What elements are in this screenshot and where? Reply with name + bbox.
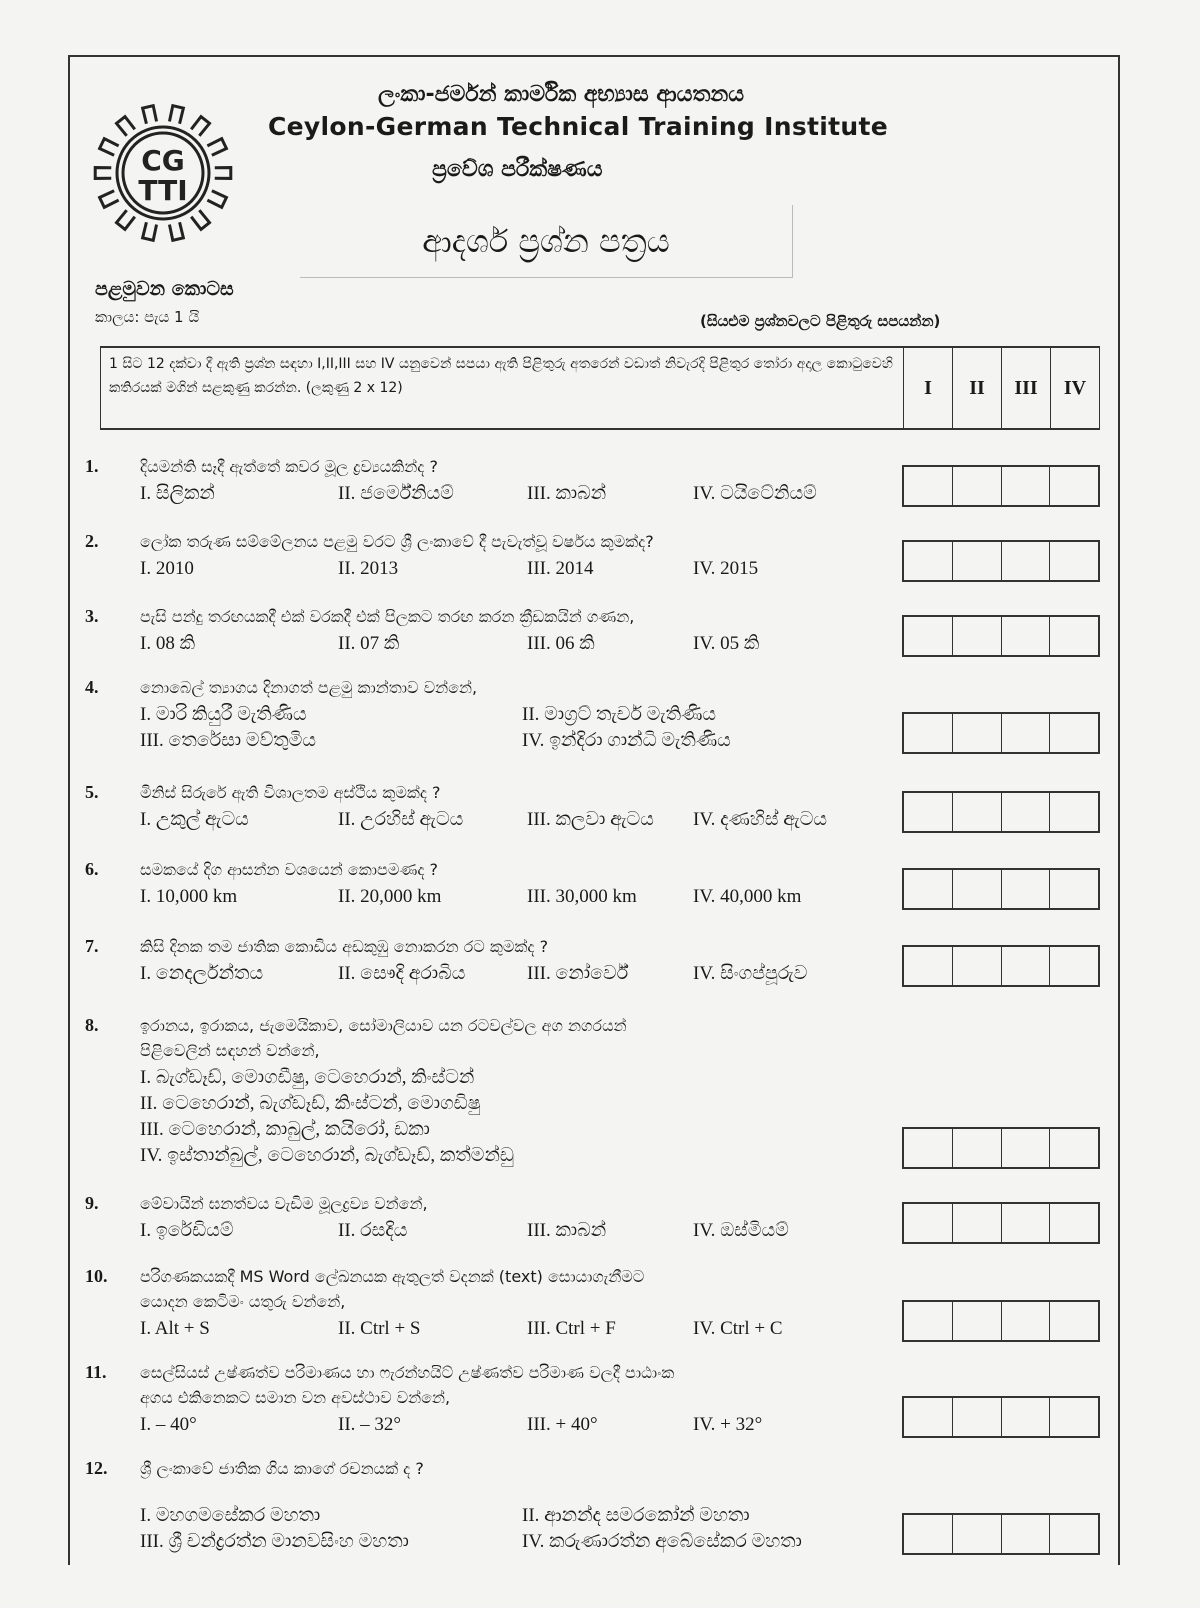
answer-option: II. ජර්මේනියම් bbox=[338, 483, 454, 504]
answer-option: II. 07 කි bbox=[338, 633, 400, 654]
answer-box-ii[interactable] bbox=[953, 1204, 1002, 1242]
answer-option: I. බැග්ඩෑඩ්, මොගඩීෂු, ටෙහෙරාන්, කිංස්ටන් bbox=[140, 1067, 475, 1088]
answer-options bbox=[140, 702, 885, 754]
answer-box-iii[interactable] bbox=[1002, 947, 1051, 985]
answer-option: II. Ctrl + S bbox=[338, 1318, 421, 1339]
column-header-iii: III bbox=[1001, 348, 1050, 428]
answer-option: II. ටෙහෙරාන්, බැග්ඩෑඩ්, කිංස්ටන්, මොගඩිෂු bbox=[140, 1093, 481, 1114]
answer-options bbox=[140, 1218, 885, 1244]
question-number: 12. bbox=[85, 1458, 108, 1478]
answer-option: IV. ටයිටේනියම් bbox=[693, 483, 817, 504]
answer-options bbox=[140, 1316, 885, 1342]
question-body bbox=[140, 1456, 885, 1555]
question-text: ශ්‍රී ලංකාවේ ජාතික ගිය කාගේ රචනයක් ද ? bbox=[140, 1459, 424, 1478]
answer-option: IV. Ctrl + C bbox=[693, 1318, 783, 1339]
question-item bbox=[85, 1013, 1098, 1169]
answer-boxes bbox=[902, 1513, 1100, 1555]
answer-boxes bbox=[902, 791, 1100, 833]
answer-boxes bbox=[902, 465, 1100, 507]
question-number: 3. bbox=[85, 606, 99, 626]
question-content bbox=[85, 1456, 885, 1555]
question-text: පරිගණකයකදී MS Word ලේඛනයක ඇතුලත් වදනක් (text) සොයාගැනීමට bbox=[140, 1267, 645, 1286]
question-content bbox=[85, 675, 885, 754]
cgtti-logo bbox=[88, 98, 238, 248]
answer-boxes bbox=[902, 712, 1100, 754]
answer-box-iii[interactable] bbox=[1002, 714, 1051, 752]
answer-box-iii[interactable] bbox=[1002, 870, 1051, 908]
answer-box-ii[interactable] bbox=[953, 1302, 1002, 1340]
answer-options bbox=[140, 481, 885, 507]
column-header-ii: II bbox=[952, 348, 1001, 428]
answer-option: IV. + 32° bbox=[693, 1414, 763, 1435]
answer-box-iv[interactable] bbox=[1050, 1398, 1098, 1436]
question-text: සෙල්සියස් උෂ්ණත්ව පරිමාණය හා ෆැරන්හයිට් උෂ්ණත්ව පරිමාණ වලදී පාඨාංක bbox=[140, 1363, 675, 1382]
question-item bbox=[85, 934, 1098, 987]
answer-box-i[interactable] bbox=[904, 1129, 953, 1167]
answer-box-ii[interactable] bbox=[953, 714, 1002, 752]
question-text: පැසි පන්දු තරඟයකදී එක් වරකදී එක් පිලකට තරඟ කරන ක්‍රීඩකයින් ගණන, bbox=[140, 607, 635, 626]
answer-option: III. නෝර්වේ bbox=[527, 963, 629, 984]
answer-options bbox=[140, 556, 885, 582]
question-text: මේවායින් ඝනත්වය වැඩිම මූලද්‍රව්‍ය වන්නේ, bbox=[140, 1194, 428, 1213]
answer-option: III. ටෙහෙරාන්, කාබුල්, කයිරෝ, ඩකා bbox=[140, 1119, 430, 1140]
answer-options bbox=[140, 807, 885, 833]
answer-option: IV. දණහිස් ඇටය bbox=[693, 809, 828, 830]
answer-option: II. 20,000 km bbox=[338, 886, 442, 907]
question-number: 4. bbox=[85, 677, 99, 697]
answer-option: I. Alt + S bbox=[140, 1318, 210, 1339]
answer-option: I. මහගමසේකර මහතා bbox=[140, 1505, 321, 1526]
question-body bbox=[140, 780, 885, 833]
answer-box-i[interactable] bbox=[904, 793, 953, 831]
answer-all-note: (සියළුම ප්‍රශ්නවලට පිළිතුරු සපයන්න) bbox=[700, 312, 941, 330]
question-item bbox=[85, 454, 1098, 507]
answer-boxes bbox=[902, 868, 1100, 910]
question-content bbox=[85, 1191, 885, 1244]
question-number: 6. bbox=[85, 859, 99, 879]
question-content bbox=[85, 934, 885, 987]
question-body bbox=[140, 529, 885, 582]
question-body bbox=[140, 857, 885, 910]
answer-box-i[interactable] bbox=[904, 1204, 953, 1242]
question-text: ලෝක තරුණ සම්මේලනය පළමු වරට ශ්‍රී ලංකාවේ දී පැවැත්වූ වර්ෂය කුමක්ද? bbox=[140, 532, 654, 551]
answer-box-i[interactable] bbox=[904, 542, 953, 580]
question-item bbox=[85, 1191, 1098, 1244]
answer-box-iv[interactable] bbox=[1050, 870, 1098, 908]
answer-box-ii[interactable] bbox=[953, 467, 1002, 505]
question-text: දියමන්ති සෑදී ඇත්තේ කවර මූල ද්‍රව්‍යයකින්ද ? bbox=[140, 457, 438, 476]
question-number: 11. bbox=[85, 1362, 107, 1382]
answer-option: III. කලවා ඇටය bbox=[527, 809, 654, 830]
question-number: 8. bbox=[85, 1015, 99, 1035]
answer-option: I. සිලිකන් bbox=[140, 483, 215, 504]
answer-box-iv[interactable] bbox=[1050, 617, 1098, 655]
answer-option: III. 30,000 km bbox=[527, 886, 637, 907]
answer-option: IV. සිංගප්පූරුව bbox=[693, 963, 808, 984]
question-number: 5. bbox=[85, 782, 99, 802]
answer-box-iv[interactable] bbox=[1050, 542, 1098, 580]
question-number: 2. bbox=[85, 531, 99, 551]
answer-option: III. Ctrl + F bbox=[527, 1318, 616, 1339]
question-content bbox=[85, 780, 885, 833]
question-body bbox=[140, 604, 885, 657]
answer-option: III. කාබන් bbox=[527, 1220, 607, 1241]
answer-box-iv[interactable] bbox=[1050, 1302, 1098, 1340]
question-list bbox=[85, 454, 1098, 1555]
answer-box-ii[interactable] bbox=[953, 1515, 1002, 1553]
time-allowed: කාලය: පැය 1 යි bbox=[95, 308, 200, 326]
answer-box-i[interactable] bbox=[904, 617, 953, 655]
question-item bbox=[85, 1360, 1098, 1438]
question-number: 9. bbox=[85, 1193, 99, 1213]
answer-box-i[interactable] bbox=[904, 870, 953, 908]
answer-options bbox=[140, 884, 885, 910]
answer-option: I. – 40° bbox=[140, 1414, 197, 1435]
answer-boxes bbox=[902, 615, 1100, 657]
answer-box-i[interactable] bbox=[904, 467, 953, 505]
answer-box-iii[interactable] bbox=[1002, 793, 1051, 831]
answer-option: III. 2014 bbox=[527, 558, 594, 579]
question-content bbox=[85, 1013, 885, 1169]
answer-boxes bbox=[902, 945, 1100, 987]
answer-boxes bbox=[902, 1300, 1100, 1342]
answer-box-ii[interactable] bbox=[953, 870, 1002, 908]
question-text: අගය එකිනෙකට සමාන වන අවස්ථාව වන්නේ, bbox=[140, 1388, 451, 1407]
page-border bbox=[68, 55, 1120, 1565]
answer-option: III. 06 කි bbox=[527, 633, 595, 654]
answer-box-iv[interactable] bbox=[1050, 1129, 1098, 1167]
answer-boxes bbox=[902, 1396, 1100, 1438]
question-body bbox=[140, 675, 885, 754]
question-body bbox=[140, 1013, 885, 1169]
answer-option: IV. ඉන්දිරා ගාන්ධි මැතිණිය bbox=[522, 730, 731, 751]
instructions-table bbox=[100, 346, 1100, 430]
answer-option: I. උකුල් ඇටය bbox=[140, 809, 249, 830]
answer-box-ii[interactable] bbox=[953, 617, 1002, 655]
question-item bbox=[85, 1264, 1098, 1342]
answer-option: II. රසදිය bbox=[338, 1220, 408, 1241]
question-content bbox=[85, 604, 885, 657]
question-content bbox=[85, 1264, 885, 1342]
answer-box-i[interactable] bbox=[904, 1398, 953, 1436]
answer-option: IV. 40,000 km bbox=[693, 886, 802, 907]
answer-box-iv[interactable] bbox=[1050, 714, 1098, 752]
answer-option: I. මාරි කියුරී මැතිණිය bbox=[140, 704, 307, 725]
answer-box-iii[interactable] bbox=[1002, 1398, 1051, 1436]
question-number: 10. bbox=[85, 1266, 108, 1286]
answer-option: III. + 40° bbox=[527, 1414, 598, 1435]
institute-name-sinhala: ලංකා-ජර්මන් කාර්මික අභ්‍යාස ආයතනය bbox=[378, 82, 745, 107]
exam-name: ප්‍රවේශ පරීක්ෂණය bbox=[432, 157, 603, 182]
question-body bbox=[140, 1191, 885, 1244]
answer-option: I. නෙදර්ලන්තය bbox=[140, 963, 264, 984]
answer-boxes bbox=[902, 540, 1100, 582]
answer-option: IV. 05 කි bbox=[693, 633, 760, 654]
answer-option: III. ශ්‍රී චන්ද්‍රරත්න මානවසිංහ මහතා bbox=[140, 1531, 409, 1552]
institute-name-english: Ceylon-German Technical Training Institute bbox=[268, 112, 888, 141]
answer-option: III. කාබන් bbox=[527, 483, 607, 504]
answer-option: II. සෞදි අරාබිය bbox=[338, 963, 466, 984]
answer-options bbox=[140, 1065, 885, 1169]
answer-option: IV. 2015 bbox=[693, 558, 759, 579]
svg-text:CG: CG bbox=[141, 144, 185, 177]
answer-box-iii[interactable] bbox=[1002, 467, 1051, 505]
answer-box-iv[interactable] bbox=[1050, 947, 1098, 985]
answer-option: II. ආනන්ද සමරකෝන් මහතා bbox=[522, 1505, 750, 1526]
answer-option: IV. ඉස්තාන්බුල්, ටෙහෙරාන්, බැග්ඩෑඩ්, කත්මන්ඩු bbox=[140, 1145, 514, 1166]
answer-option: IV. කරුණාරත්න අබේසේකර මහතා bbox=[522, 1531, 802, 1552]
answer-box-i[interactable] bbox=[904, 714, 953, 752]
answer-box-ii[interactable] bbox=[953, 1398, 1002, 1436]
answer-box-iii[interactable] bbox=[1002, 1204, 1051, 1242]
answer-box-iii[interactable] bbox=[1002, 617, 1051, 655]
question-text: සමකයේ දිග ආසන්න වශයෙන් කොපමණද ? bbox=[140, 860, 439, 879]
answer-box-ii[interactable] bbox=[953, 1129, 1002, 1167]
question-text: ඉරානය, ඉරාකය, ජැමෙයිකාව, සෝමාලියාව යන රටවල්වල අග නගරයන් bbox=[140, 1016, 627, 1035]
answer-option: II. මාග්‍රට් තැචර් මැතිණිය bbox=[522, 704, 717, 725]
answer-box-iv[interactable] bbox=[1050, 1515, 1098, 1553]
answer-box-ii[interactable] bbox=[953, 947, 1002, 985]
question-text: මිනිස් සිරුරේ ඇති විශාලතම අස්ථිය කුමක්ද ? bbox=[140, 783, 441, 802]
answer-boxes bbox=[902, 1202, 1100, 1244]
question-body bbox=[140, 454, 885, 507]
question-item bbox=[85, 780, 1098, 833]
answer-box-iv[interactable] bbox=[1050, 1204, 1098, 1242]
answer-option: I. ඉරේඩියම් bbox=[140, 1220, 234, 1241]
question-content bbox=[85, 454, 885, 507]
answer-boxes bbox=[902, 1127, 1100, 1169]
question-text: පිළිවෙලින් සඳහන් වන්නේ, bbox=[140, 1041, 320, 1060]
column-header-iv: IV bbox=[1050, 348, 1100, 428]
answer-box-i[interactable] bbox=[904, 1515, 953, 1553]
answer-option: II. උරහිස් ඇටය bbox=[338, 809, 464, 830]
answer-options bbox=[140, 631, 885, 657]
question-item bbox=[85, 604, 1098, 657]
question-body bbox=[140, 1264, 885, 1342]
answer-box-iv[interactable] bbox=[1050, 793, 1098, 831]
answer-options bbox=[140, 1412, 885, 1438]
question-item bbox=[85, 529, 1098, 582]
question-item bbox=[85, 675, 1098, 754]
answer-option: III. තෙරේසා මව්තුමිය bbox=[140, 730, 316, 751]
answer-box-i[interactable] bbox=[904, 947, 953, 985]
paper-title: ආදර්ශ ප්‍රශ්න පත්‍රය bbox=[300, 205, 793, 278]
answer-box-iii[interactable] bbox=[1002, 1515, 1051, 1553]
answer-option: I. 2010 bbox=[140, 558, 194, 579]
answer-option: II. – 32° bbox=[338, 1414, 402, 1435]
question-body bbox=[140, 1360, 885, 1438]
answer-options bbox=[140, 961, 885, 987]
question-item bbox=[85, 857, 1098, 910]
answer-box-iv[interactable] bbox=[1050, 467, 1098, 505]
question-text: නොබෙල් ත්‍යාගය දිනාගත් පළමු කාන්තාව වන්නේ, bbox=[140, 678, 478, 697]
column-header-i: I bbox=[903, 348, 952, 428]
answer-options bbox=[140, 1503, 885, 1555]
question-body bbox=[140, 934, 885, 987]
answer-option: I. 10,000 km bbox=[140, 886, 238, 907]
answer-box-iii[interactable] bbox=[1002, 1129, 1051, 1167]
svg-text:TTI: TTI bbox=[138, 174, 188, 207]
answer-box-iii[interactable] bbox=[1002, 1302, 1051, 1340]
question-content bbox=[85, 857, 885, 910]
answer-option: I. 08 කි bbox=[140, 633, 196, 654]
question-number: 7. bbox=[85, 936, 99, 956]
question-number: 1. bbox=[85, 456, 99, 476]
question-text: යොදන කෙටිමං යතුරු වන්නේ, bbox=[140, 1292, 346, 1311]
question-content bbox=[85, 529, 885, 582]
question-text: කිසි දිනක තම ජාතික කොඩිය අඩකුඹු නොකරන රට කුමක්ද ? bbox=[140, 937, 549, 956]
instructions-text: 1 සිට 12 දක්වා දී ඇති ප්‍රශ්න සඳහා I,II,III සහ IV යනුවෙන් සපයා ඇති පිළිතුරු අතරෙන් වඩාත් නිවැරදි පිළිතුර තෝරා අදාල කොටුවෙහි කතිරයක් මගින් සළකුණු කරන්න. (ලකුණු 2 x 12) bbox=[100, 348, 903, 428]
question-item bbox=[85, 1456, 1098, 1555]
answer-option: IV. ඔස්මියම් bbox=[693, 1220, 789, 1241]
answer-box-ii[interactable] bbox=[953, 793, 1002, 831]
answer-box-iii[interactable] bbox=[1002, 542, 1051, 580]
question-content bbox=[85, 1360, 885, 1438]
answer-box-ii[interactable] bbox=[953, 542, 1002, 580]
section-title: පළමුවන කොටස bbox=[95, 278, 234, 300]
answer-option: II. 2013 bbox=[338, 558, 399, 579]
answer-box-i[interactable] bbox=[904, 1302, 953, 1340]
